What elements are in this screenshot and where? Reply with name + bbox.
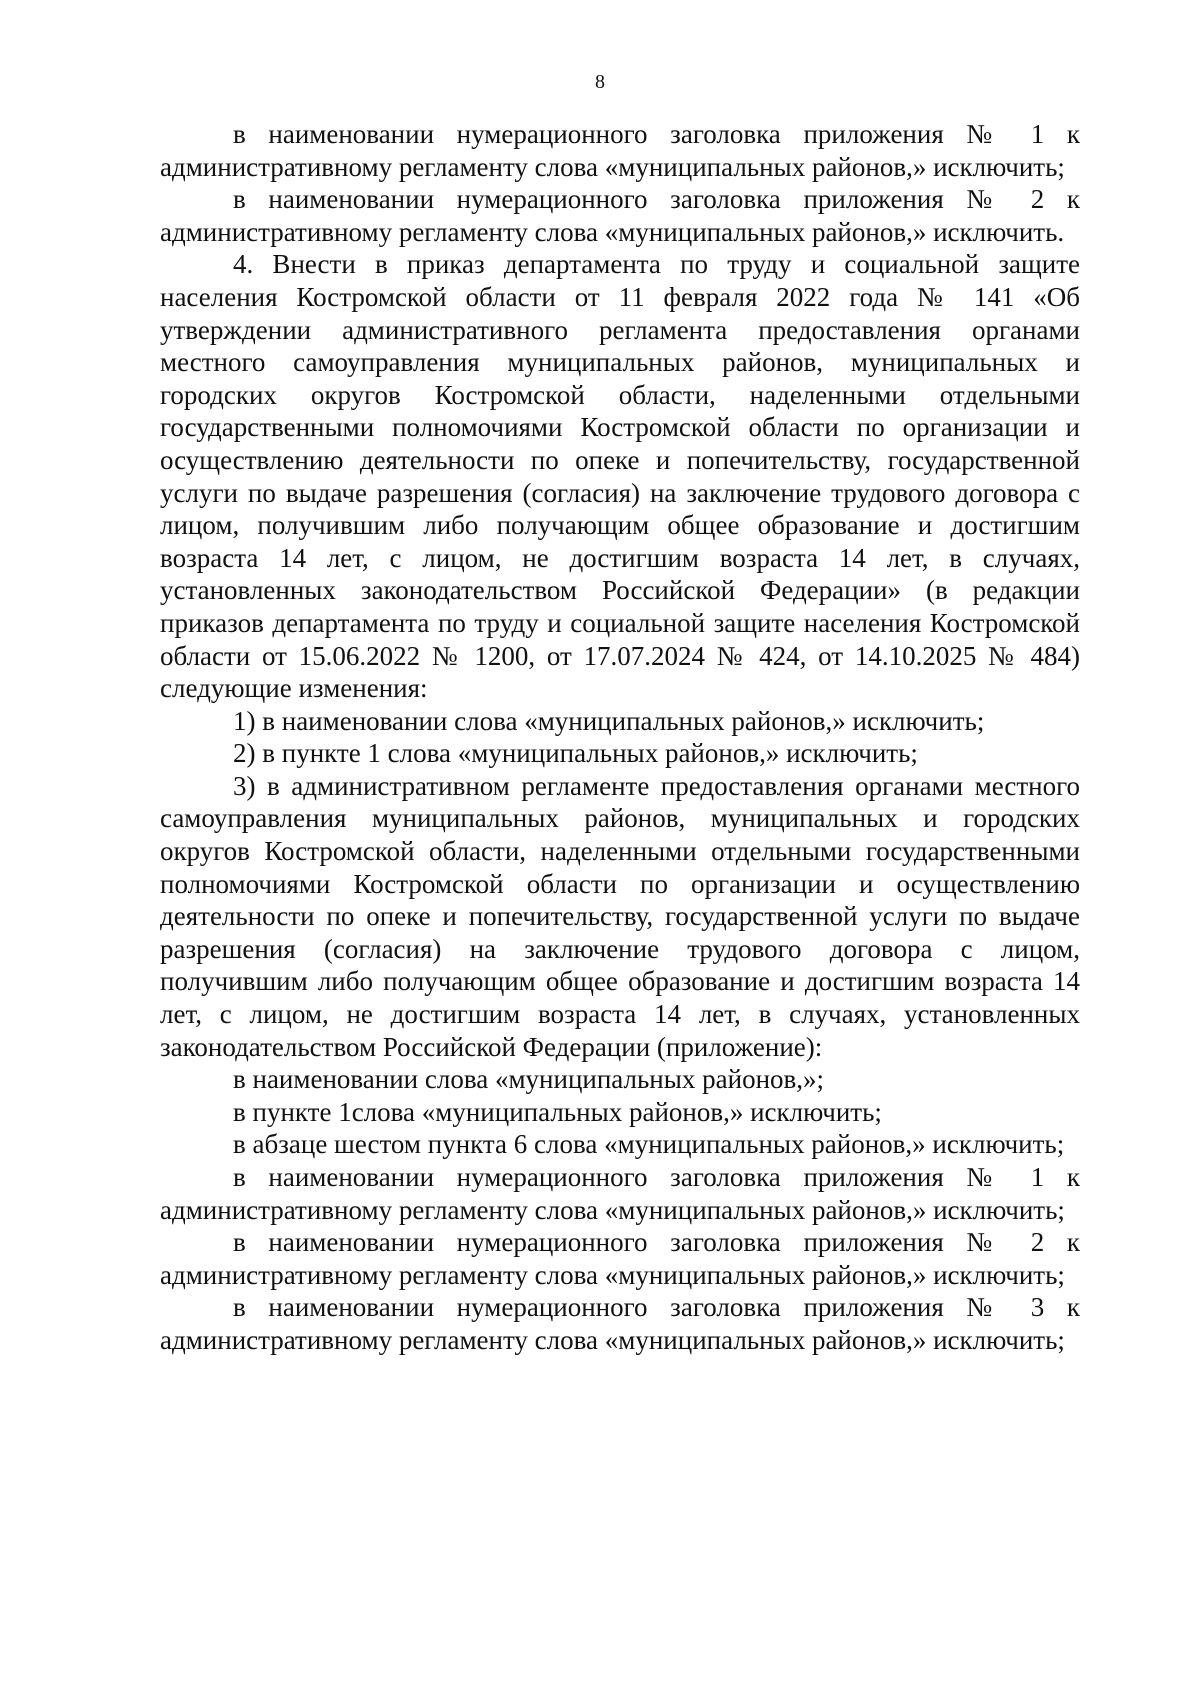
paragraph-subitem-1: 1) в наименовании слова «муниципальных районов,» исключить; bbox=[233, 705, 985, 736]
paragraph-point-1-change: в пункте 1слова «муниципальных районов,» исключить; bbox=[233, 1096, 882, 1127]
paragraph-point-6-change: в абзаце шестом пункта 6 слова «муниципальных районов,» исключить; bbox=[233, 1129, 1065, 1160]
paragraph-appendix-1-change: в наименовании нумерационного заголовка приложения № 1 к административному регламенту слова «муниципальных районов,» исключить; bbox=[160, 1162, 1080, 1225]
paragraph-name-change: в наименовании слова «муниципальных районов,»; bbox=[233, 1064, 825, 1095]
paragraph-appendix-2-change: в наименовании нумерационного заголовка приложения № 2 к административному регламенту слова «муниципальных районов,» исключить; bbox=[160, 1227, 1080, 1290]
paragraph-1: в наименовании нумерационного заголовка приложения № 1 к административному регламенту слова «муниципальных районов,» исключить; bbox=[160, 119, 1080, 182]
paragraph-item-4: 4. Внести в приказ департамента по труду и социальной защите населения Костромской области от 11 февраля 2022 года № 141 «Об утверждении административного регламента предоставления органами местного самоуправления муниципальных районов, муниципальных и городских округов Костромской области, наделенными отдельными государственными полномочиями Костромской области по организации и осуществлению деятельности по опеке и попечительству, государственной услуги по выдаче разрешения (согласия) на заключение трудового договора с лицом, получившим либо получающим общее образование и достигшим возраста 14 лет, с лицом, не достигшим возраста 14 лет, в случаях, установленных законодательством Российской Федерации» (в редакции приказов департамента по труду и социальной защите населения Костромской области от 15.06.2022 № 1200, от 17.07.2024 № 424, от 14.10.2025 № 484) следующие изменения: bbox=[160, 249, 1080, 704]
paragraph-subitem-2: 2) в пункте 1 слова «муниципальных районов,» исключить; bbox=[233, 738, 918, 769]
paragraph-appendix-3-change: в наименовании нумерационного заголовка приложения № 3 к административному регламенту слова «муниципальных районов,» исключить; bbox=[160, 1292, 1080, 1355]
document-body bbox=[160, 118, 1080, 1357]
paragraph-2: в наименовании нумерационного заголовка приложения № 2 к административному регламенту слова «муниципальных районов,» исключить. bbox=[160, 184, 1080, 247]
page-number: 8 bbox=[595, 71, 605, 93]
paragraph-subitem-3: 3) в административном регламенте предоставления органами местного самоуправления муниципальных районов, муниципальных и городских округов Костромской области, наделенными отдельными государственными полномочиями Костромской области по организации и осуществлению деятельности по опеке и попечительству, государственной услуги по выдаче разрешения (согласия) на заключение трудового договора с лицом, получившим либо получающим общее образование и достигшим возраста 14 лет, с лицом, не достигшим возраста 14 лет, в случаях, установленных законодательством Российской Федерации (приложение): bbox=[160, 770, 1080, 1062]
